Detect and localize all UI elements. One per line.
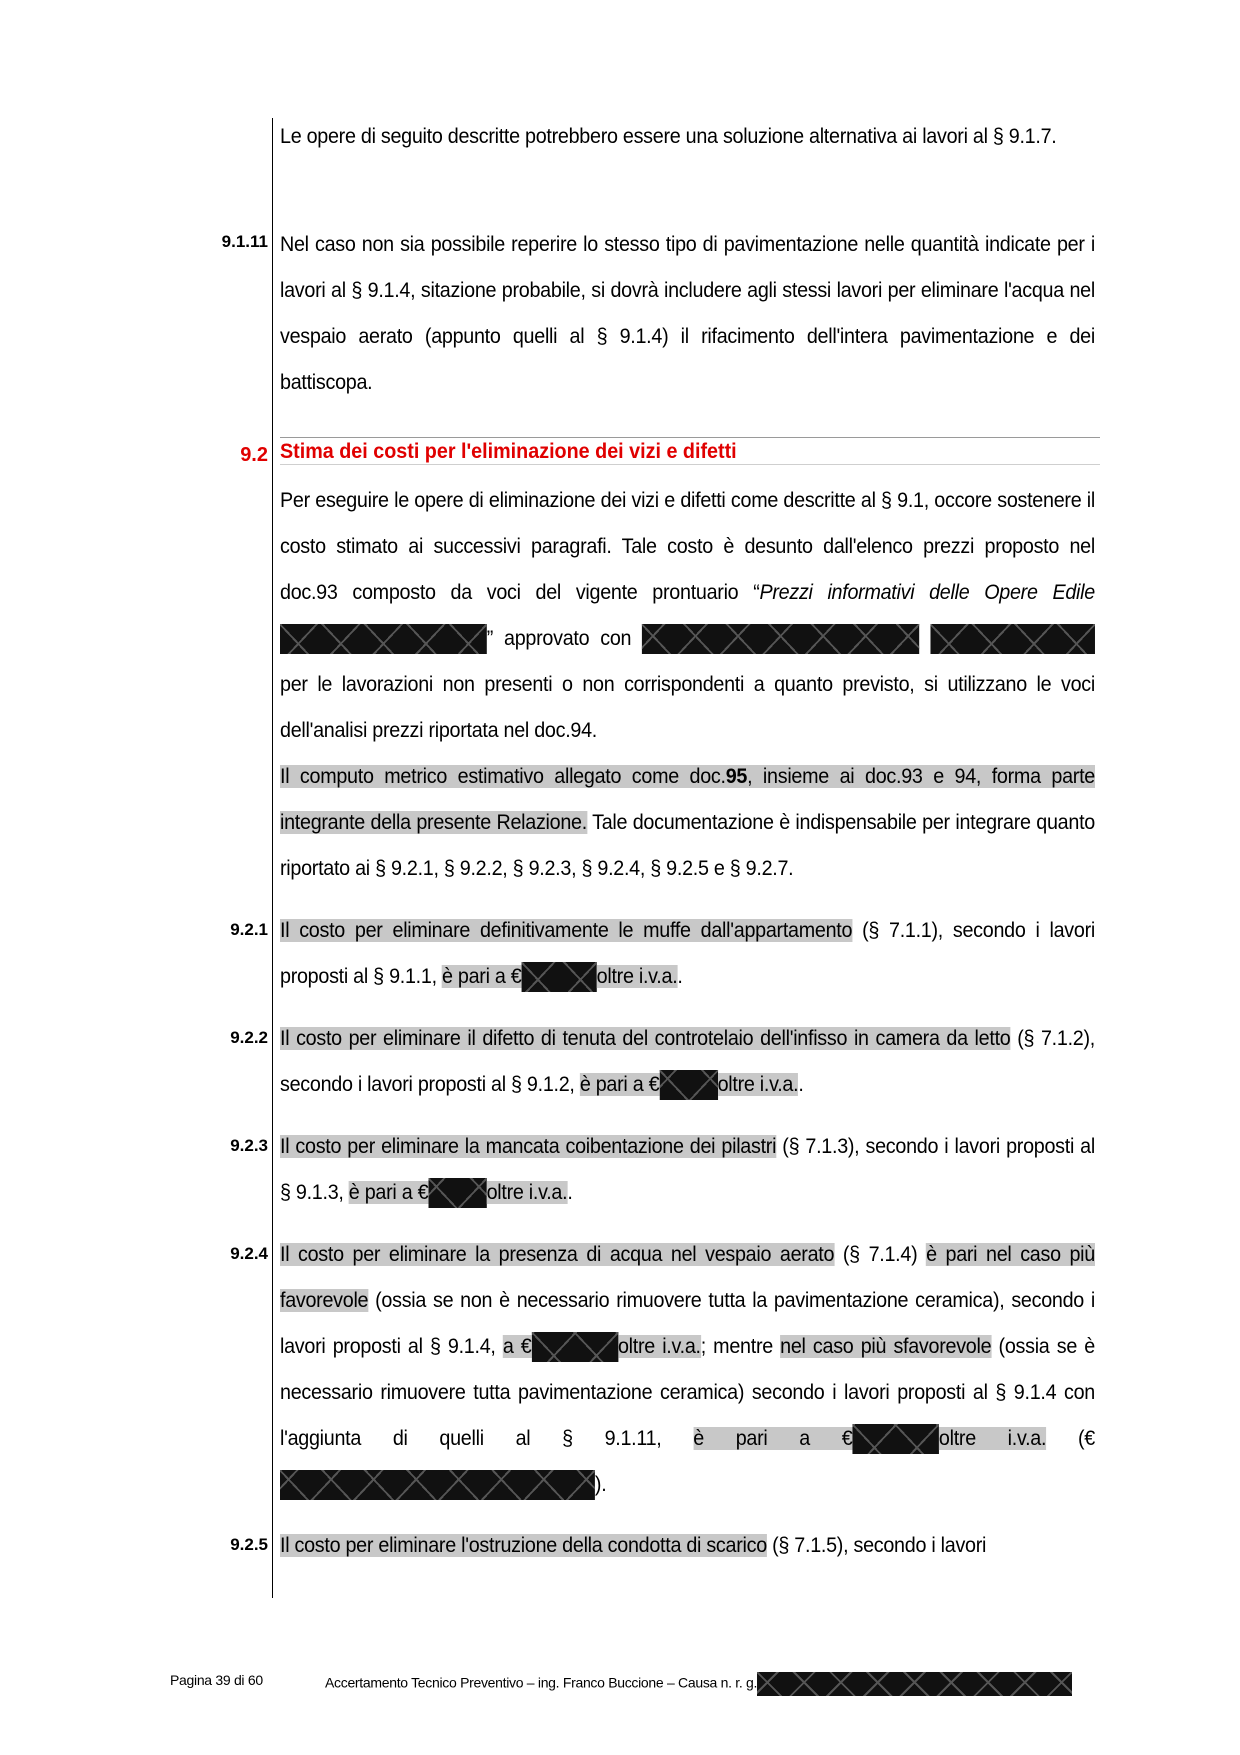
text-span: (ossia se non è necessario rimuovere tutta la pavimentazione ceramica), secondo i lavori proposti al § 9.1.4,: [280, 1289, 1095, 1358]
text-span: , insieme ai doc.93 e 94, forma parte integrante della presente Relazione.: [280, 765, 1095, 834]
text-span: (ossia se è necessario rimuovere tutta pavimentazione ceramica) secondo i lavori proposti al § 9.1.4 con l'aggiunta di quelli al § 9.1.11,: [280, 1335, 1095, 1450]
section-number-9-2-1: 9.2.1: [230, 920, 268, 939]
section-9-2-heading: [280, 440, 737, 464]
section-number-9-2-5: 9.2.5: [230, 1535, 268, 1554]
highlight-text: è pari a €: [693, 1427, 853, 1450]
section-9-2-title: Stima dei costi per l'eliminazione dei vizi e difetti: [280, 440, 737, 463]
section-number-9-2: 9.2: [240, 444, 268, 466]
text-span: .: [567, 1181, 573, 1204]
text-span: .: [798, 1073, 804, 1096]
section-number-9-2-4: 9.2.4: [230, 1244, 268, 1263]
text-span: ” approvato con: [486, 627, 632, 650]
redaction: [280, 1470, 595, 1500]
redaction: [930, 624, 1095, 654]
section-9-2-1-paragraph: [280, 908, 1095, 1000]
highlight-text: oltre i.v.a.: [486, 1181, 568, 1204]
highlight-text: oltre i.v.a.: [617, 1335, 701, 1358]
redaction: [642, 624, 919, 654]
highlight-text: oltre i.v.a.: [938, 1427, 1047, 1450]
highlight-text: è pari a €: [441, 965, 522, 988]
redaction: [659, 1070, 717, 1100]
highlight-text: oltre i.v.a.: [717, 1073, 799, 1096]
text-span: (§ 7.1.2), secondo i lavori proposti al § 9.1.2,: [280, 1027, 1095, 1096]
text-span: Tale documentazione è indispensabile per integrare quanto riportato ai § 9.2.1, § 9.2.2, § 9.2.3, § 9.2.4, § 9.2.5 e § 9.2.7.: [280, 811, 1095, 880]
highlight-text: Il costo per eliminare definitivamente le muffe dall'appartamento: [280, 919, 853, 942]
highlight-text: Il costo per eliminare il difetto di tenuta del controtelaio dell'infisso in camera da letto: [280, 1027, 1011, 1050]
text-span: (§ 7.1.4): [834, 1243, 927, 1266]
text-span: per le lavorazioni non presenti o non corrispondenti a quanto previsto, si utilizzano le voci dell'analisi prezzi riportata nel doc.94.: [280, 673, 1095, 742]
highlight-text: Il costo per eliminare la mancata coibentazione dei pilastri: [280, 1135, 777, 1158]
redaction: [757, 1672, 1072, 1696]
section-9-2-paragraph-1: [280, 478, 1095, 754]
highlight-text: nel caso più sfavorevole: [780, 1335, 992, 1358]
section-number-9-2-2: 9.2.2: [230, 1028, 268, 1047]
intro-text: Le opere di seguito descritte potrebbero essere una soluzione alternativa ai lavori al § 9.1.7.: [280, 125, 1057, 148]
section-9-2-paragraph-2: [280, 754, 1095, 892]
text-span: (§ 7.1.3), secondo i lavori proposti al § 9.1.3,: [280, 1135, 1095, 1204]
text-span: Per eseguire le opere di eliminazione dei vizi e difetti come descritte al § 9.1, occore sostenere il costo stimato ai successivi paragrafi. Tale costo è desunto dall'elenco prezzi proposto nel doc.93 composto da voci del vigente prontuario “: [280, 489, 1095, 604]
redaction: [852, 1424, 938, 1454]
text-span: ).: [594, 1473, 607, 1496]
margin-rule: [272, 118, 273, 1598]
section-9-2-4-paragraph: [280, 1232, 1095, 1508]
highlight-text: è pari a €: [348, 1181, 429, 1204]
text-span: (§ 7.1.1), secondo i lavori proposti al § 9.1.1,: [280, 919, 1095, 988]
heading-rule-top: [280, 437, 1100, 438]
redaction: [280, 624, 487, 654]
italic-title: Prezzi informativi delle Opere Edile: [759, 581, 1095, 604]
highlight-text: oltre i.v.a.: [596, 965, 678, 988]
bold-number: 95: [725, 765, 748, 788]
section-9-2-2-paragraph: [280, 1016, 1095, 1108]
text-span: (€: [1046, 1427, 1095, 1450]
highlight-text: è pari nel caso più favorevole: [280, 1243, 1095, 1312]
intro-paragraph: [280, 114, 1095, 160]
redaction: [521, 962, 596, 992]
redaction: [428, 1178, 486, 1208]
section-9-2-3-paragraph: [280, 1124, 1095, 1216]
footer-title-text: Accertamento Tecnico Preventivo – ing. Franco Buccione – Causa n. r. g.: [325, 1674, 758, 1691]
redaction: [531, 1332, 617, 1362]
section-9-2-5-paragraph: [280, 1523, 1095, 1569]
section-9-1-11-text: Nel caso non sia possibile reperire lo stesso tipo di pavimentazione nelle quantità indicate per i lavori al § 9.1.4, sitazione probabile, si dovrà includere agli stessi lavori per eliminare l'acqua nel vespaio aerato (appunto quelli al § 9.1.4) il rifacimento dell'intera pavimentazione e dei battiscopa.: [280, 233, 1095, 394]
text-span: Il computo metrico estimativo allegato come doc.: [280, 765, 726, 788]
section-number-9-1-11: 9.1.11: [221, 232, 268, 251]
section-number-9-2-3: 9.2.3: [230, 1136, 268, 1155]
highlight-text: è pari a €: [579, 1073, 660, 1096]
section-9-1-11-paragraph: [280, 222, 1095, 406]
highlight-text: Il costo per eliminare la presenza di acqua nel vespaio aerato: [280, 1243, 835, 1266]
text-span: .: [677, 965, 683, 988]
text-span: (§ 7.1.5), secondo i lavori: [766, 1534, 987, 1557]
heading-rule-bottom: [280, 464, 1100, 465]
footer-page-number: Pagina 39 di 60: [170, 1672, 263, 1688]
footer-document-title: [325, 1672, 1072, 1696]
highlight-text: a €: [502, 1335, 532, 1358]
text-span: ; mentre: [700, 1335, 781, 1358]
highlight-text: Il costo per eliminare l'ostruzione della condotta di scarico: [280, 1534, 767, 1557]
